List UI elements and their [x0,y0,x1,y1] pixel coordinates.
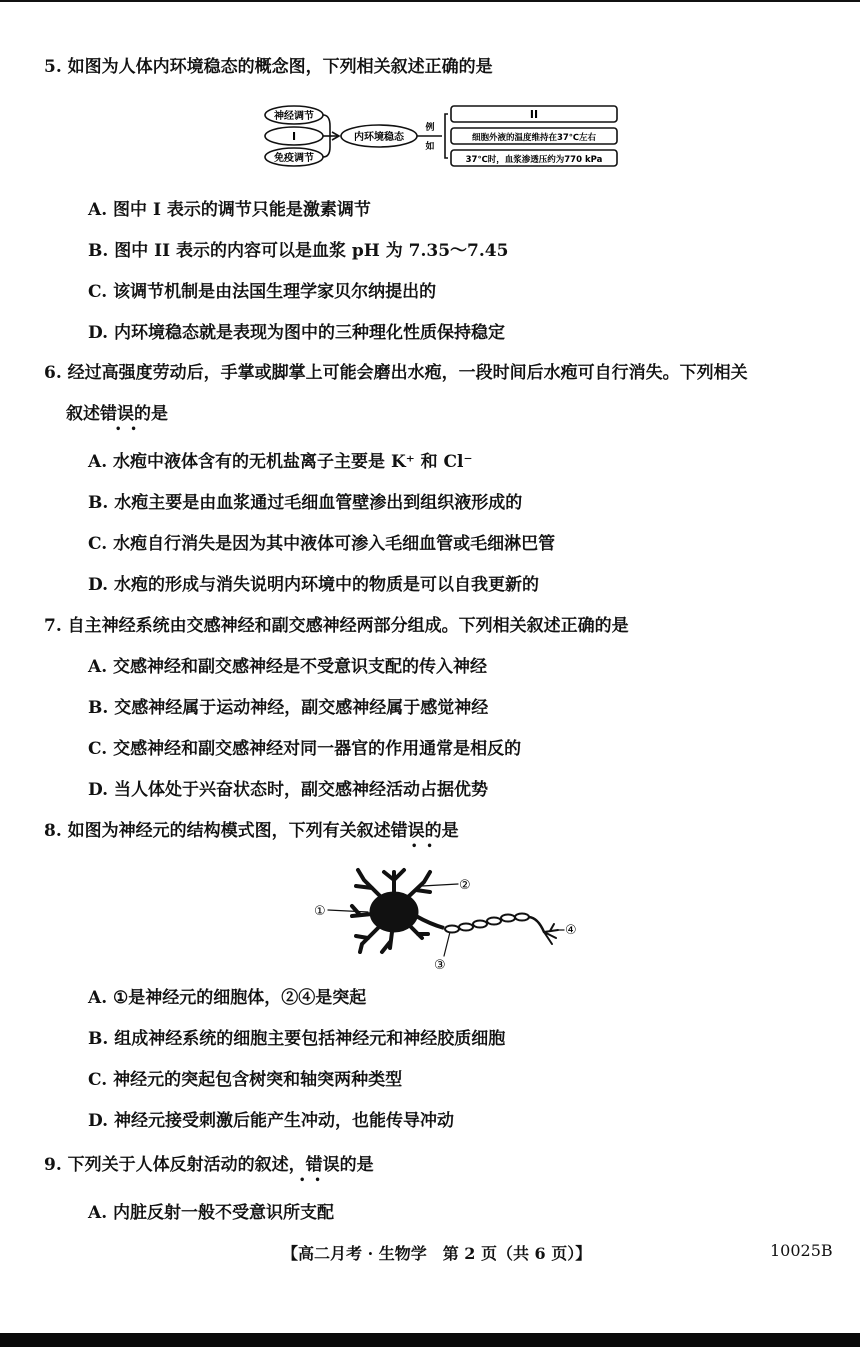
bottom-border [0,1333,860,1347]
diagram-node-neural: 神经调节 [274,111,314,122]
question-7-option-a: A. 交感神经和副交感神经是不受意识支配的传入神经 [88,657,488,677]
question-9-option-a: A. 内脏反射一般不受意识所支配 [88,1203,335,1223]
document-code: 10025B [770,1241,833,1260]
neuron-label-1: ① [314,904,326,919]
question-6-option-b: B. 水疱主要是由血浆通过毛细血管壁渗出到组织液形成的 [88,493,523,513]
question-6-stem-cont: 叙述错误的是 [66,404,168,424]
emphasis-dots: •• [299,1175,330,1186]
neuron-label-4: ④ [565,923,577,938]
diagram-node-I: I [291,130,297,143]
diagram-connector-ru: 如 [425,142,435,152]
question-7-option-b: B. 交感神经属于运动神经，副交感神经属于感觉神经 [88,698,489,718]
question-8-option-c: C. 神经元的突起包含树突和轴突两种类型 [88,1070,403,1090]
neuron-label-2: ② [459,878,471,893]
question-6-option-a: A. 水疱中液体含有的无机盐离子主要是 K⁺ 和 Cl⁻ [88,452,473,472]
diagram-node-homeostasis: 内环境稳态 [354,132,404,143]
question-8-option-d: D. 神经元接受刺激后能产生冲动，也能传导冲动 [88,1111,454,1131]
question-5-option-b: B. 图中 II 表示的内容可以是血浆 pH 为 7.35～7.45 [88,241,509,261]
question-8-option-a: A. ①是神经元的细胞体，②④是突起 [88,988,367,1008]
question-6-option-c: C. 水疱自行消失是因为其中液体可渗入毛细血管或毛细淋巴管 [88,534,556,554]
question-5-option-a: A. 图中 I 表示的调节只能是激素调节 [88,200,371,220]
homeostasis-concept-diagram [262,101,622,173]
page-footer: 【高二月考 · 生物学 第 2 页（共 6 页）】 [282,1244,592,1263]
diagram-box-temperature: 细胞外液的温度维持在37℃左右 [471,133,597,143]
question-6-stem: 6. 经过高强度劳动后，手掌或脚掌上可能会磨出水疱，一段时间后水疱可自行消失。下列相关 [44,363,748,383]
question-8-option-b: B. 组成神经系统的细胞主要包括神经元和神经胶质细胞 [88,1029,506,1049]
neuron-label-3: ③ [434,958,446,973]
diagram-box-osmotic: 37℃时，血浆渗透压约为770 kPa [465,155,603,165]
neuron-structure-diagram [312,866,587,976]
question-9-stem: 9. 下列关于人体反射活动的叙述，错误的是 [44,1155,374,1175]
emphasis-dots: •• [411,841,442,852]
question-5-option-c: C. 该调节机制是由法国生理学家贝尔纳提出的 [88,282,437,302]
question-7-option-d: D. 当人体处于兴奋状态时，副交感神经活动占据优势 [88,780,488,800]
diagram-box-II: II [529,108,539,121]
emphasis-dots: •• [115,424,146,435]
question-8-stem: 8. 如图为神经元的结构模式图，下列有关叙述错误的是 [44,821,459,841]
diagram-connector-li: 例 [425,123,435,133]
question-7-option-c: C. 交感神经和副交感神经对同一器官的作用通常是相反的 [88,739,522,759]
question-5-stem: 5. 如图为人体内环境稳态的概念图，下列相关叙述正确的是 [44,57,493,77]
question-5-option-d: D. 内环境稳态就是表现为图中的三种理化性质保持稳定 [88,323,505,343]
question-6-option-d: D. 水疱的形成与消失说明内环境中的物质是可以自我更新的 [88,575,539,595]
question-7-stem: 7. 自主神经系统由交感神经和副交感神经两部分组成。下列相关叙述正确的是 [44,616,629,636]
diagram-node-immune: 免疫调节 [274,153,314,164]
top-border [0,0,860,2]
